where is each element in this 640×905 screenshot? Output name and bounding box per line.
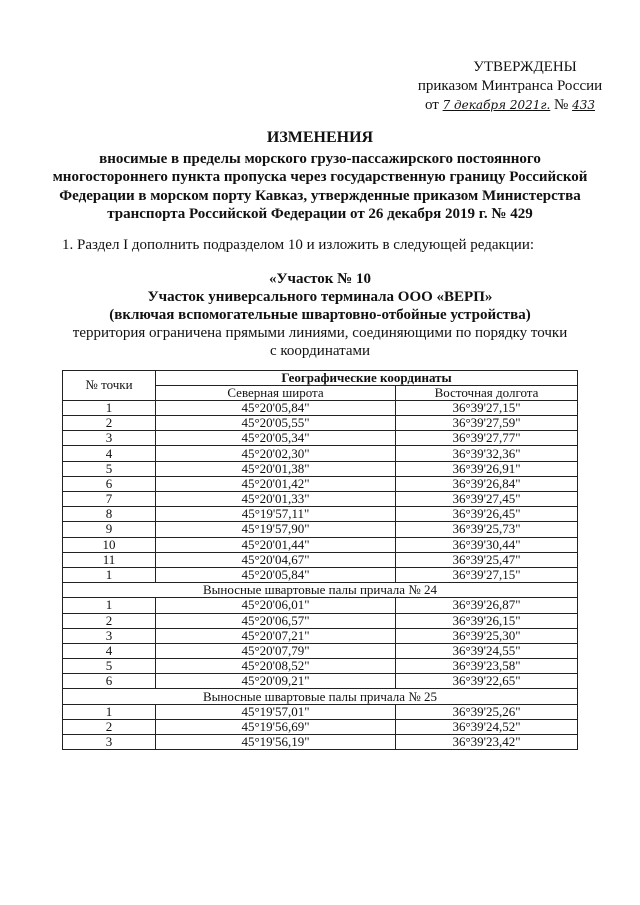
table-row <box>63 719 578 734</box>
latitude: 45°19'57,01" <box>156 704 396 719</box>
table-row <box>63 537 578 552</box>
point-number: 5 <box>63 461 156 476</box>
table-row <box>63 446 578 461</box>
approval-number-label: № <box>554 97 569 113</box>
point-number: 9 <box>63 522 156 537</box>
approval-block <box>390 58 630 115</box>
table-row <box>63 613 578 628</box>
longitude: 36°39'30,44" <box>396 537 578 552</box>
table-row <box>63 461 578 476</box>
table-row <box>63 567 578 582</box>
point-number: 1 <box>63 704 156 719</box>
group-caption-row <box>63 689 578 704</box>
latitude: 45°20'06,57" <box>156 613 396 628</box>
coordinates-table <box>62 370 578 751</box>
approval-date-line <box>390 96 630 115</box>
table-row <box>63 507 578 522</box>
longitude: 36°39'23,58" <box>396 659 578 674</box>
point-number: 3 <box>63 628 156 643</box>
point-number: 2 <box>63 416 156 431</box>
group-caption: Выносные швартовые палы причала № 24 <box>63 583 578 598</box>
latitude: 45°20'06,01" <box>156 598 396 613</box>
latitude: 45°20'07,21" <box>156 628 396 643</box>
handwritten-date: 7 декабря 2021г. <box>442 98 551 112</box>
latitude: 45°20'05,84" <box>156 567 396 582</box>
latitude: 45°20'05,84" <box>156 400 396 415</box>
latitude: 45°19'57,90" <box>156 522 396 537</box>
header-coordinates: Географические координаты <box>156 370 578 385</box>
latitude: 45°20'04,67" <box>156 552 396 567</box>
table-row <box>63 476 578 491</box>
point-number: 3 <box>63 431 156 446</box>
approval-prefix: от <box>425 97 439 113</box>
header-point: № точки <box>63 370 156 400</box>
table-row <box>63 704 578 719</box>
longitude: 36°39'27,15" <box>396 400 578 415</box>
latitude: 45°19'57,11" <box>156 507 396 522</box>
point-number: 1 <box>63 567 156 582</box>
table-row <box>63 431 578 446</box>
table-body <box>63 400 578 749</box>
point-number: 2 <box>63 613 156 628</box>
longitude: 36°39'25,26" <box>396 704 578 719</box>
header-longitude: Восточная долгота <box>396 385 578 400</box>
longitude: 36°39'27,59" <box>396 416 578 431</box>
latitude: 45°20'01,42" <box>156 476 396 491</box>
latitude: 45°20'02,30" <box>156 446 396 461</box>
table-row <box>63 735 578 750</box>
longitude: 36°39'24,55" <box>396 643 578 658</box>
longitude: 36°39'25,30" <box>396 628 578 643</box>
point-number: 5 <box>63 659 156 674</box>
point-number: 4 <box>63 643 156 658</box>
group-caption: Выносные швартовые палы причала № 25 <box>63 689 578 704</box>
point-number: 11 <box>63 552 156 567</box>
longitude: 36°39'26,87" <box>396 598 578 613</box>
longitude: 36°39'26,91" <box>396 461 578 476</box>
point-number: 1 <box>63 598 156 613</box>
latitude: 45°19'56,69" <box>156 719 396 734</box>
point-number: 6 <box>63 674 156 689</box>
latitude: 45°20'01,38" <box>156 461 396 476</box>
longitude: 36°39'27,77" <box>396 431 578 446</box>
latitude: 45°20'07,79" <box>156 643 396 658</box>
longitude: 36°39'26,45" <box>396 507 578 522</box>
header-latitude: Северная широта <box>156 385 396 400</box>
section-line: с координатами <box>269 342 371 359</box>
table-row <box>63 628 578 643</box>
handwritten-number: 433 <box>572 98 595 112</box>
longitude: 36°39'26,15" <box>396 613 578 628</box>
latitude: 45°20'01,33" <box>156 492 396 507</box>
section-line: «Участок № 10 <box>268 270 371 287</box>
longitude: 36°39'27,15" <box>396 567 578 582</box>
point-number: 3 <box>63 735 156 750</box>
table-row <box>63 492 578 507</box>
section-line: (включая вспомогательные швартовно-отбойные устройства) <box>109 306 531 323</box>
document-title <box>10 129 630 224</box>
latitude: 45°20'05,34" <box>156 431 396 446</box>
title-heading: ИЗМЕНЕНИЯ <box>266 129 374 146</box>
table-row <box>63 416 578 431</box>
section-line: территория ограничена прямыми линиями, соединяющими по порядку точки <box>72 324 568 341</box>
table-row <box>63 400 578 415</box>
point-number: 4 <box>63 446 156 461</box>
point-number: 1 <box>63 400 156 415</box>
group-caption-row <box>63 583 578 598</box>
section-line: Участок универсального терминала ООО «ВЕРП» <box>147 288 493 305</box>
latitude: 45°20'09,21" <box>156 674 396 689</box>
table-row <box>63 674 578 689</box>
longitude: 36°39'24,52" <box>396 719 578 734</box>
approval-order: приказом Минтранса России <box>417 78 603 94</box>
section-heading <box>10 270 630 360</box>
longitude: 36°39'32,36" <box>396 446 578 461</box>
table-row <box>63 643 578 658</box>
longitude: 36°39'26,84" <box>396 476 578 491</box>
point-number: 10 <box>63 537 156 552</box>
longitude: 36°39'23,42" <box>396 735 578 750</box>
point-number: 7 <box>63 492 156 507</box>
latitude: 45°20'05,55" <box>156 416 396 431</box>
table-row <box>63 522 578 537</box>
longitude: 36°39'27,45" <box>396 492 578 507</box>
table-row <box>63 598 578 613</box>
title-line: транспорта Российской Федерации от 26 декабря 2019 г. № 429 <box>107 206 533 222</box>
point-number: 2 <box>63 719 156 734</box>
longitude: 36°39'25,73" <box>396 522 578 537</box>
longitude: 36°39'25,47" <box>396 552 578 567</box>
latitude: 45°20'08,52" <box>156 659 396 674</box>
table-row <box>63 659 578 674</box>
paragraph: 1. Раздел I дополнить подразделом 10 и изложить в следующей редакции: <box>62 236 535 253</box>
latitude: 45°20'01,44" <box>156 537 396 552</box>
point-number: 8 <box>63 507 156 522</box>
table-row <box>63 552 578 567</box>
point-number: 6 <box>63 476 156 491</box>
approval-title: УТВЕРЖДЕНЫ <box>473 59 577 75</box>
latitude: 45°19'56,19" <box>156 735 396 750</box>
longitude: 36°39'22,65" <box>396 674 578 689</box>
title-line: вносимые в пределы морского грузо-пассажирского постоянного <box>99 150 541 167</box>
title-line: Федерации в морском порту Кавказ, утвержденные приказом Министерства <box>59 187 581 204</box>
title-line: многостороннего пункта пропуска через государственную границу Российской <box>52 169 588 185</box>
